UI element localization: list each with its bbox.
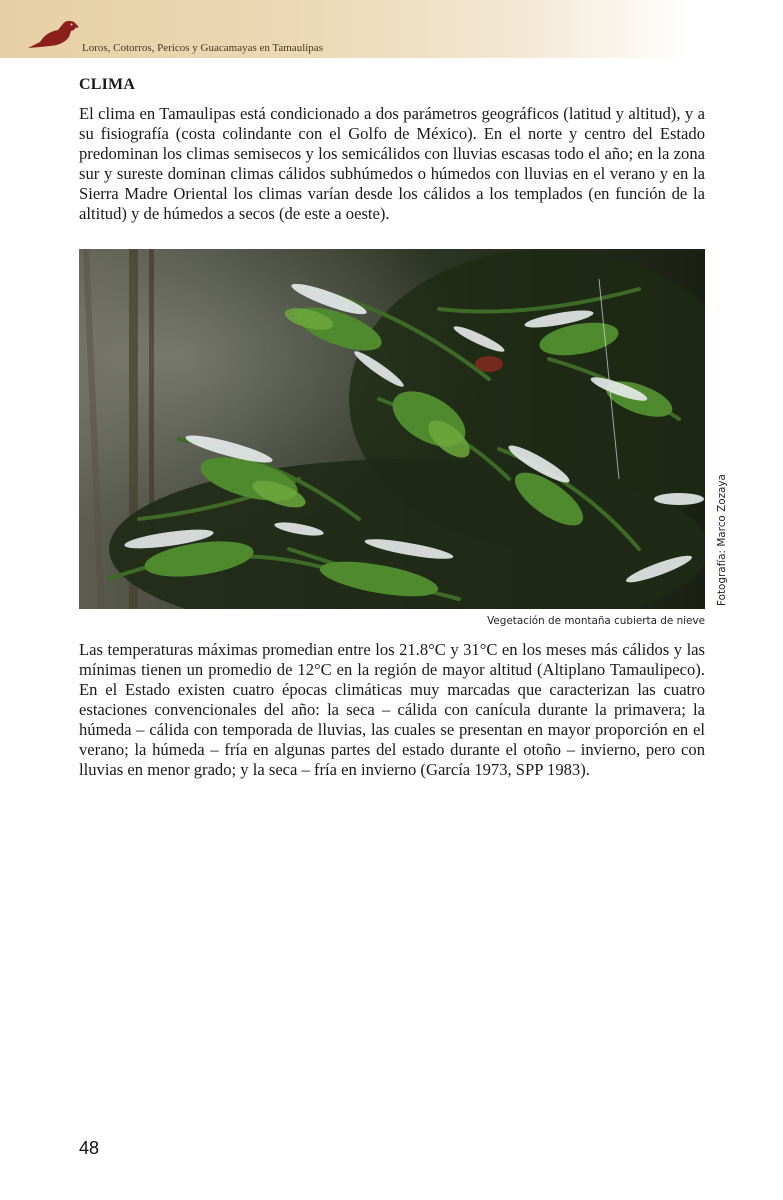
- figure-caption: Vegetación de montaña cubierta de nieve: [487, 615, 705, 627]
- running-header-title: Loros, Cotorros, Pericos y Guacamayas en Tamaulipas: [82, 42, 323, 54]
- page-number: 48: [79, 1138, 100, 1158]
- paragraph-climate-intro: El clima en Tamaulipas está condicionado a dos parámetros geográficos (latitud y altitud), y a su fisiografía (costa colindante con el Golfo de México). En el norte y centro del Estado predominan los climas semisecos y los semicálidos con lluvias escasas todo el año; en la zona sur y sureste dominan climas cálidos subhúmedos o húmedos con lluvias en el verano y en la Sierra Madre Oriental los climas varían desde los cálidos a los templados (en función de la altitud) y de húmedos a secos (de este a oeste).: [79, 104, 705, 223]
- parrot-silhouette-icon: [26, 18, 82, 52]
- paragraph-temperatures: Las temperaturas máximas promedian entre los 21.8°C y 31°C en los meses más cálidos y las mínimas tienen un promedio de 12°C en la región de mayor altitud (Altiplano Tamaulipeco). En el Estado existen cuatro épocas climáticas muy marcadas que caracterizan las cuatro estaciones convencionales del año: la seca – cálida con canícula durante la primavera; la húmeda – cálida con temporada de lluvias, las cuales se presentan en mayor proporción en el verano; la húmeda – fría en algunas partes del estado durante el otoño – invierno, pero con lluvias en menor grado; y la seca – fría en invierno (García 1973, SPP 1983).: [79, 640, 705, 779]
- photo-illustration: [79, 249, 705, 609]
- photo-snowy-ferns: [79, 249, 705, 609]
- section-title: CLIMA: [79, 76, 136, 93]
- header-band: [0, 0, 783, 58]
- photo-credit: Fotografía: Marco Zozaya: [716, 474, 728, 606]
